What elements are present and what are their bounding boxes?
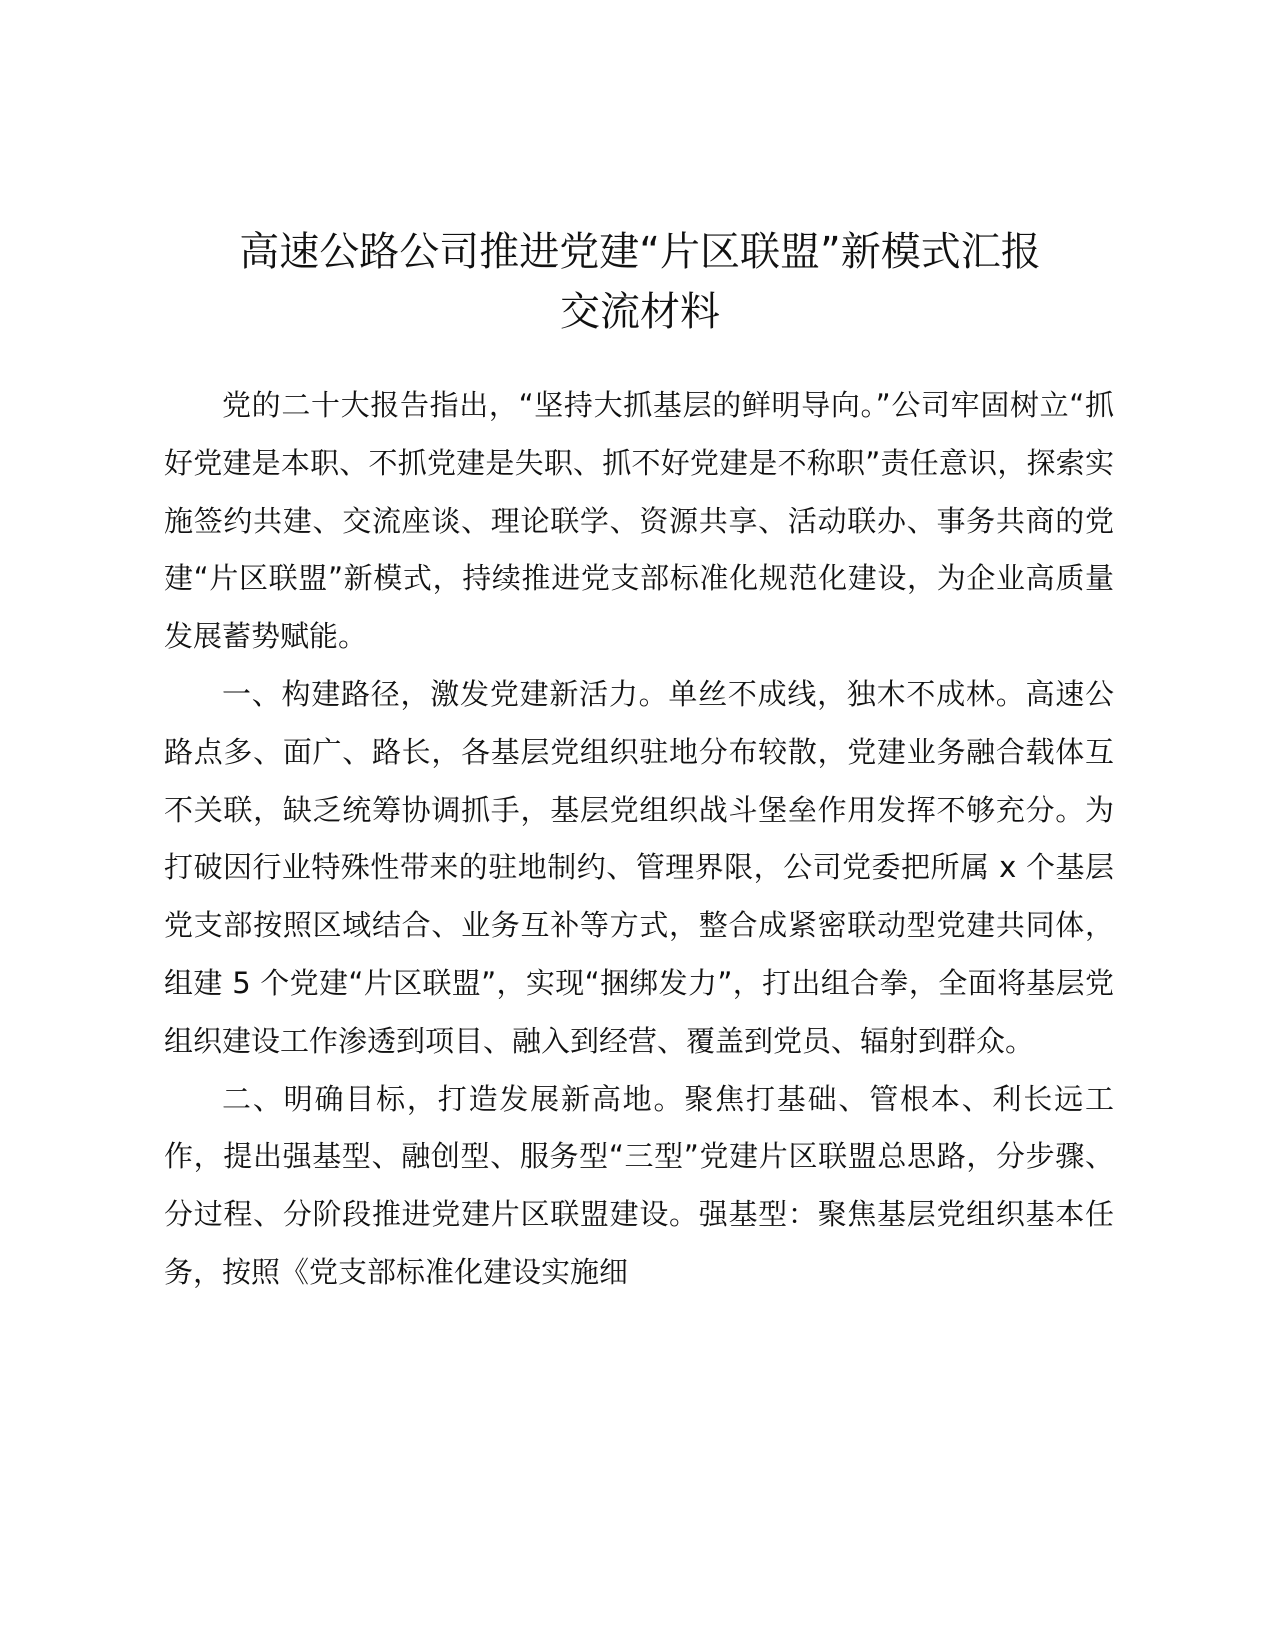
title-line-2: 交流材料 — [560, 289, 720, 335]
section-heading-1: 一、构建路径，激发党建新活力。 — [222, 676, 669, 711]
title-line-1: 高速公路公司推进党建“片区联盟”新模式汇报 — [239, 229, 1041, 275]
section-heading-2: 二、明确目标，打造发展新高地。 — [222, 1081, 685, 1116]
paragraph-text: 党的二十大报告指出，“坚持大抓基层的鲜明导向。”公司牢固树立“抓好党建是本职、不抓党建是失职、抓不好党建是不称职”责任意识，探索实施签约共建、交流座谈、理论联学、资源共享、活动联办、事务共商的党建“片区联盟”新模式，持续推进党支部标准化规范化建设，为企业高质量发展蓄势赋能。 — [164, 388, 1114, 654]
paragraph-section-1 — [164, 666, 1114, 1071]
paragraph-text: 聚焦打基础、管根本、利长远工作，提出强基型、融创型、服务型“三型”党建片区联盟总思路，分步骤、分过程、分阶段推进党建片区联盟建设。强基型：聚焦基层党组织基本任务，按照《党支部标准化建设实施细 — [164, 1081, 1114, 1289]
paragraph-section-2 — [164, 1071, 1114, 1302]
document-body — [164, 377, 1114, 1302]
document-title — [160, 222, 1120, 342]
paragraph-text: 单丝不成线，独木不成林。高速公路点多、面广、路长，各基层党组织驻地分布较散，党建业务融合载体互不关联，缺乏统筹协调抓手，基层党组织战斗堡垒作用发挥不够充分。为打破因行业特殊性带来的驻地制约、管理界限，公司党委把所属 x 个基层党支部按照区域结合、业务互补等方式，整合成紧密联动型党建共同体，组建 5 个党建“片区联盟”，实现“捆绑发力”，打出组合拳，全面将基层党组织建设工作渗透到项目、融入到经营、覆盖到党员、辐射到群众。 — [164, 676, 1114, 1058]
paragraph-intro — [164, 377, 1114, 666]
